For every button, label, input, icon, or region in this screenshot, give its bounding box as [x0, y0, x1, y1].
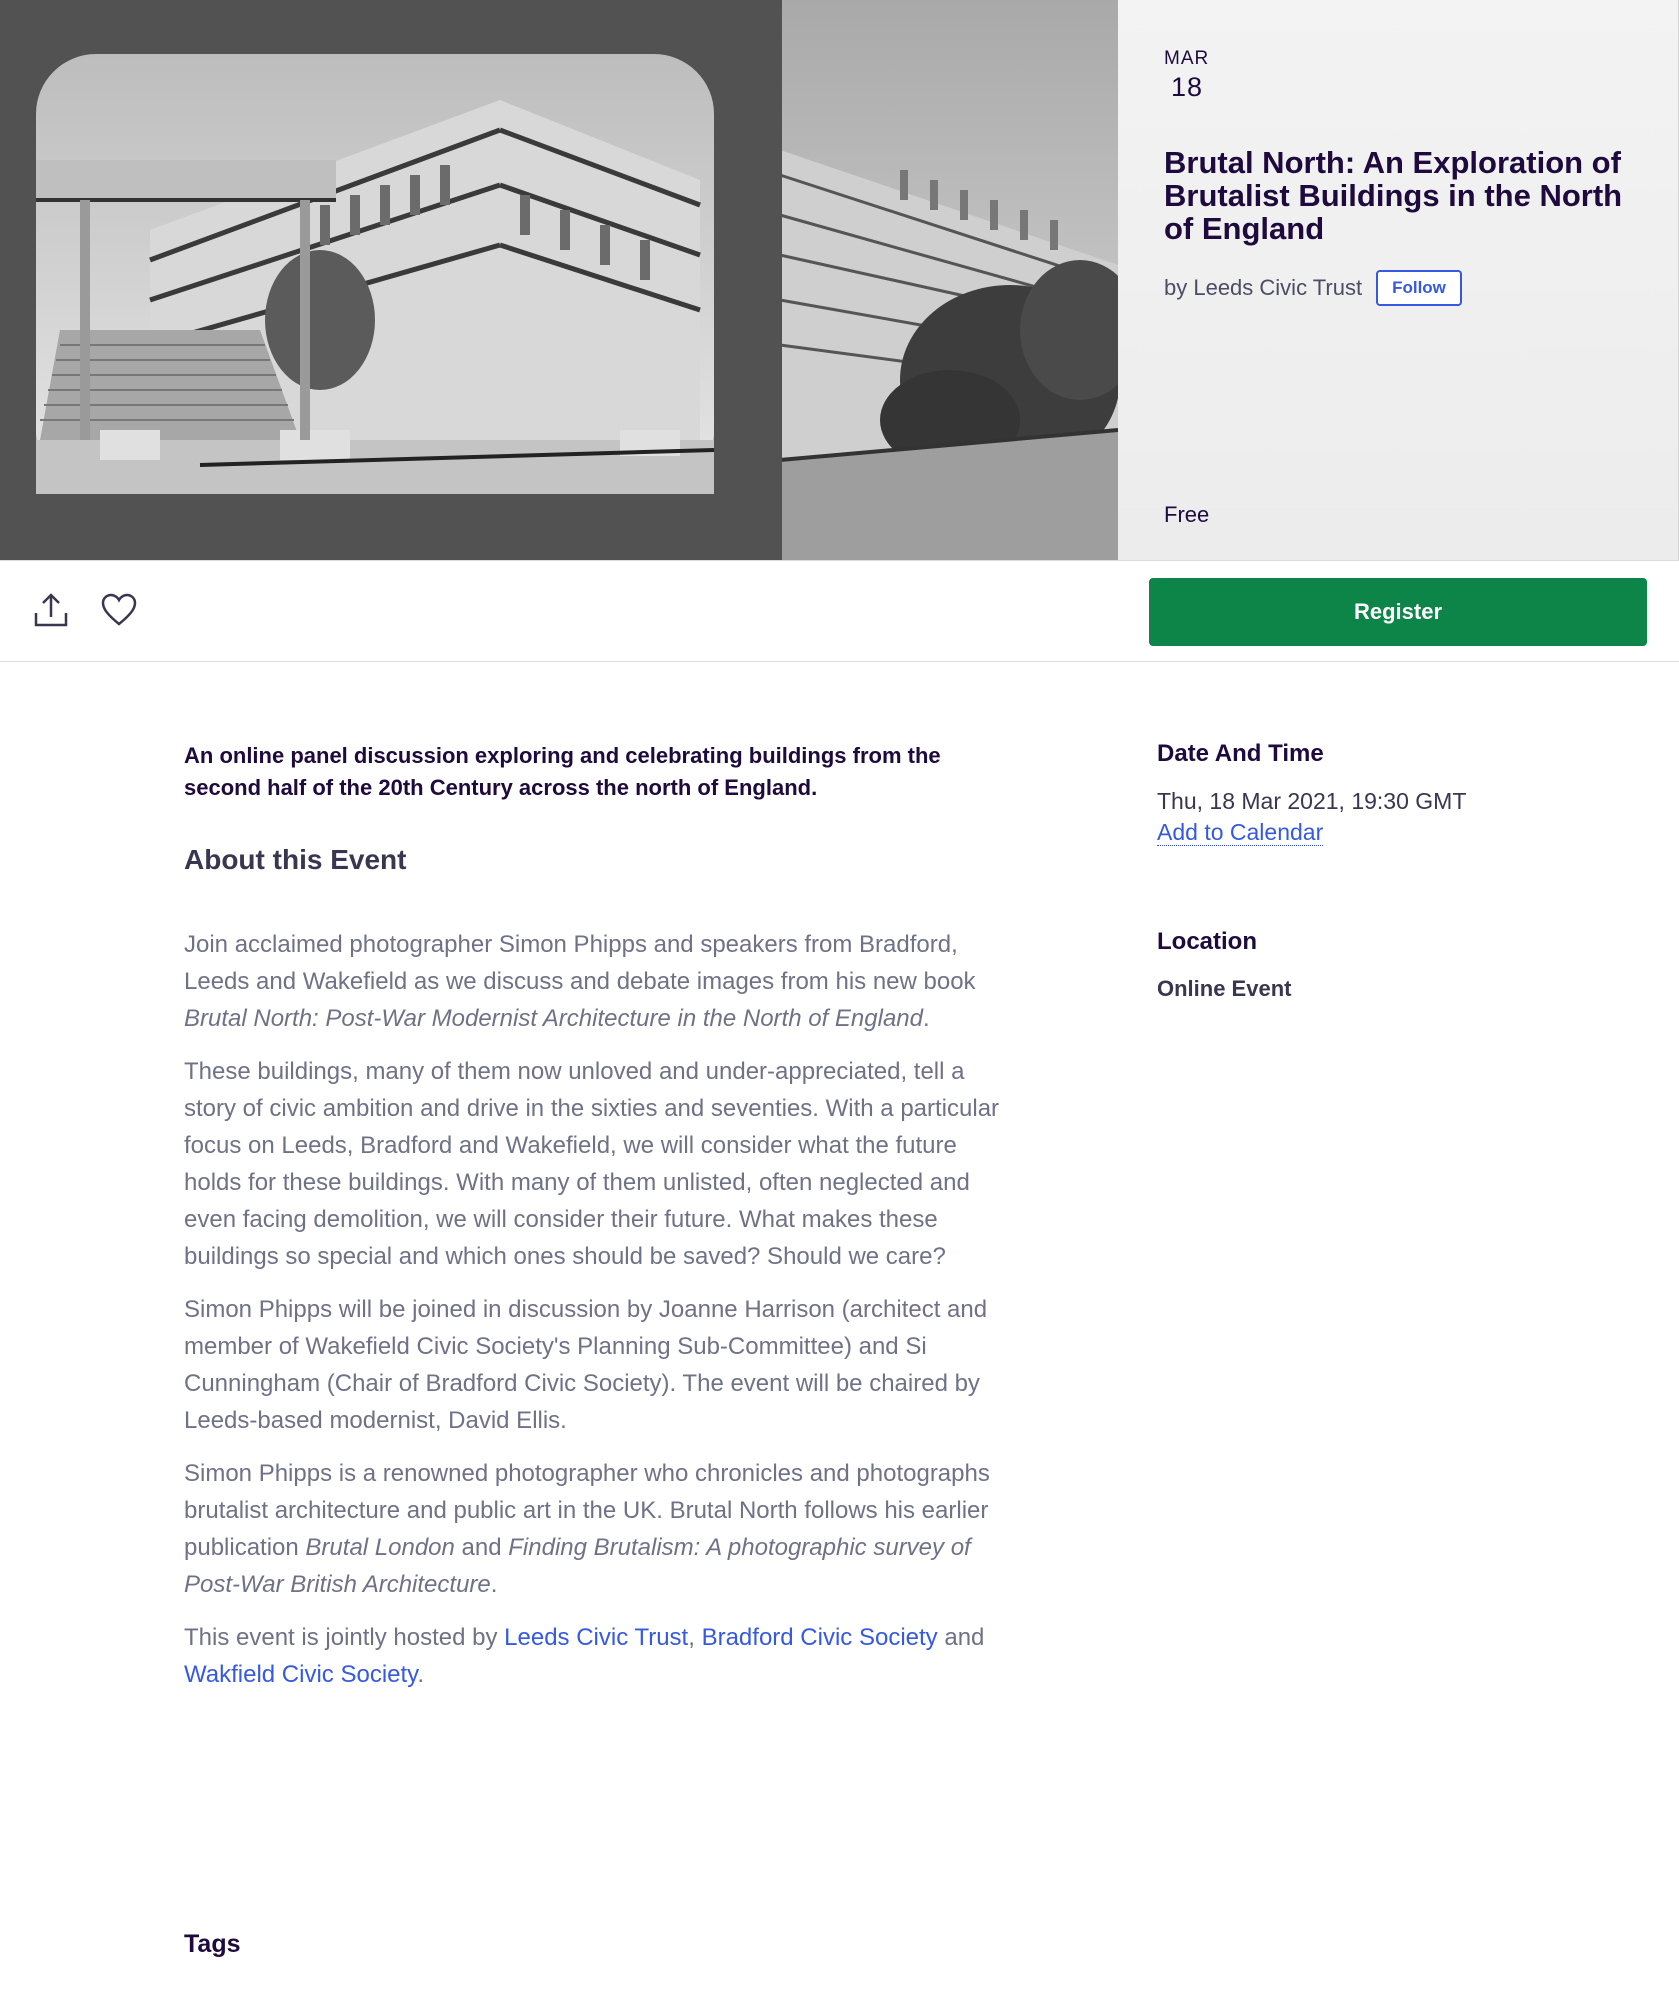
date-time-heading: Date And Time: [1157, 740, 1324, 767]
about-heading: About this Event: [184, 844, 407, 875]
event-title: Brutal North: An Exploration of Brutalist Buildings in the North of England: [1164, 145, 1623, 246]
description-paragraph-4: [184, 1455, 1004, 1603]
follow-button[interactable]: Follow: [1376, 270, 1462, 306]
heart-icon[interactable]: [100, 591, 138, 629]
book-title: Brutal North: Post-War Modernist Architecture in the North of England: [184, 1005, 923, 1032]
paragraph-text: and: [937, 1624, 985, 1651]
paragraph-text: Join acclaimed photographer Simon Phipps and speakers from Bradford, Leeds and Wakefield as we discuss and debate images from his new book: [184, 931, 976, 995]
paragraph-text: and: [454, 1534, 509, 1561]
book-title: Brutal London: [305, 1534, 455, 1561]
organizer-name: by Leeds Civic Trust: [1164, 275, 1363, 300]
paragraph-text: ,: [688, 1624, 702, 1651]
wakefield-civic-society-link[interactable]: Wakfield Civic Society: [184, 1661, 418, 1688]
action-bar: [0, 560, 1679, 662]
event-cover-image: [0, 0, 1118, 560]
ticket-price: Free: [1164, 502, 1210, 527]
event-summary-panel: [1118, 0, 1679, 560]
event-details-sidebar: [1157, 740, 1617, 1002]
cover-photo-illustration: [0, 0, 1118, 560]
date-time-value: [1157, 786, 1617, 848]
description-paragraph-5: [184, 1619, 1004, 1693]
description-paragraph-1: [184, 926, 1004, 1037]
description-paragraph-3: Simon Phipps will be joined in discussion by Joanne Harrison (architect and member of Wakefield Civic Society's Planning Sub-Committee) and Si Cunningham (Chair of Bradford Civic Society). The event will be chaired by Leeds-based modernist, David Ellis.: [184, 1296, 988, 1434]
description-paragraph-2: These buildings, many of them now unloved and under-appreciated, tell a story of civic ambition and drive in the sixties and seventies. With a particular focus on Leeds, Bradford and Wakefield, we will consider what the future holds for these buildings. With many of them unlisted, often neglected and even facing demolition, we will consider their future. What makes these buildings so special and which ones should be saved? Should we care?: [184, 1058, 1000, 1270]
book-title: Finding Brutalism: A photographic survey of Post-War British Architecture: [184, 1534, 971, 1598]
add-to-calendar-link[interactable]: Add to Calendar: [1157, 819, 1324, 845]
bradford-civic-society-link[interactable]: Bradford Civic Society: [701, 1624, 938, 1651]
organizer-row: [1164, 270, 1462, 306]
share-icon[interactable]: [32, 591, 70, 629]
description-body: [184, 926, 1004, 1693]
date-time-block: [1157, 740, 1617, 848]
paragraph-text: Simon Phipps is a renowned photographer who chronicles and photographs brutalist architecture and public art in the UK. Brutal North follows his earlier publication: [184, 1460, 990, 1561]
event-date-month: MAR: [1164, 48, 1210, 69]
location-heading: Location: [1157, 928, 1257, 955]
paragraph-end: .: [490, 1571, 498, 1598]
paragraph-text: This event is jointly hosted by: [184, 1624, 505, 1651]
location-block: [1157, 928, 1617, 1002]
event-summary: An online panel discussion exploring and celebrating buildings from the second half of the 20th Century across the north of England.: [184, 743, 941, 800]
event-description: [184, 740, 1004, 1709]
event-hero: [0, 0, 1679, 560]
location-value: Online Event: [1157, 976, 1292, 1001]
tags-heading: Tags: [184, 1930, 241, 1958]
paragraph-end: .: [923, 1005, 930, 1032]
register-button[interactable]: Register: [1149, 578, 1647, 646]
paragraph-end: .: [417, 1661, 425, 1688]
event-datetime: Thu, 18 Mar 2021, 19:30 GMT: [1157, 788, 1467, 814]
event-date-day: 18: [1171, 72, 1204, 102]
leeds-civic-trust-link[interactable]: Leeds Civic Trust: [504, 1624, 689, 1651]
